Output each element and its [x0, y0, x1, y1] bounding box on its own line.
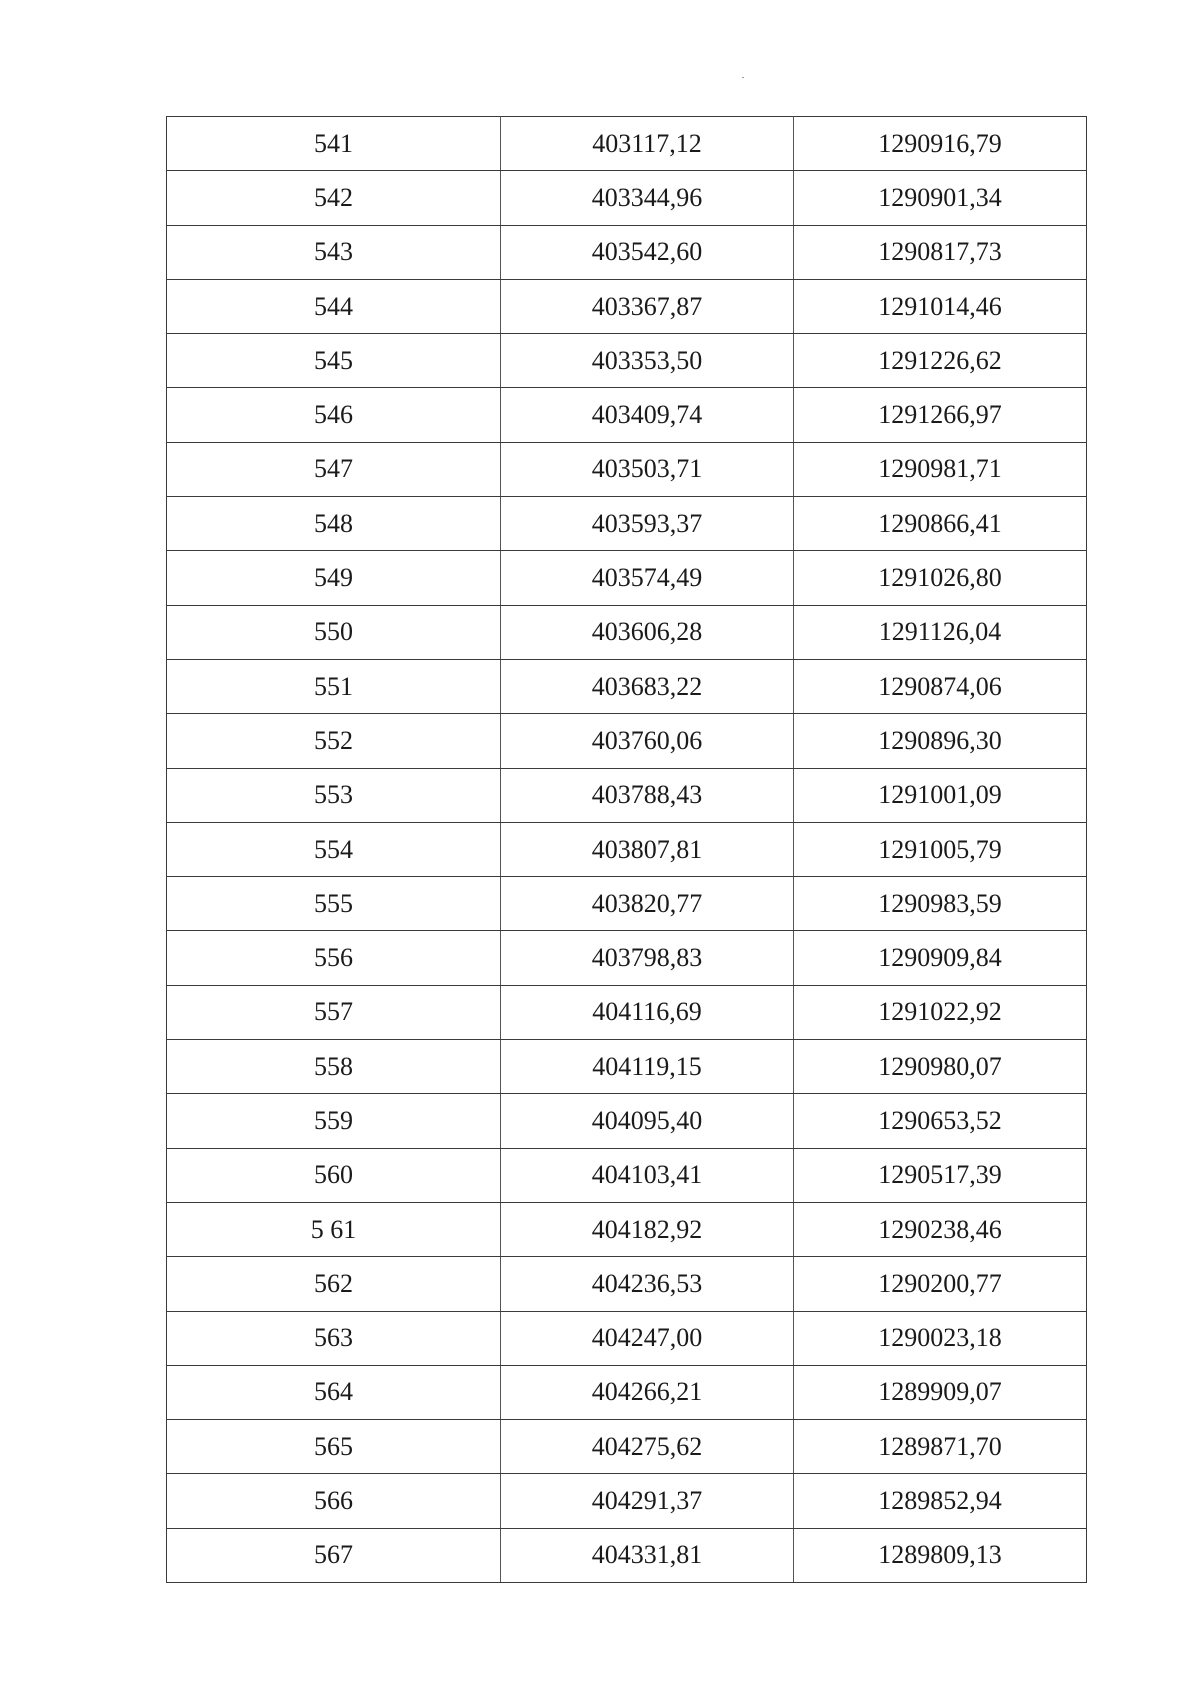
point-number-cell: 547 [167, 442, 501, 496]
y-coordinate-cell: 1290981,71 [794, 442, 1087, 496]
point-number-cell: 566 [167, 1474, 501, 1528]
y-coordinate-cell: 1290901,34 [794, 171, 1087, 225]
table-row [167, 1365, 1087, 1419]
point-number-cell: 556 [167, 931, 501, 985]
point-number-cell: 542 [167, 171, 501, 225]
table-row [167, 334, 1087, 388]
point-number-cell: 558 [167, 1040, 501, 1094]
y-coordinate-cell: 1290866,41 [794, 497, 1087, 551]
point-number-cell: 567 [167, 1528, 501, 1582]
y-coordinate-cell: 1290980,07 [794, 1040, 1087, 1094]
x-coordinate-cell: 403503,71 [501, 442, 794, 496]
coordinates-table-body [167, 117, 1087, 1583]
point-number-cell: 546 [167, 388, 501, 442]
y-coordinate-cell: 1291126,04 [794, 605, 1087, 659]
point-number-cell: 562 [167, 1257, 501, 1311]
table-row [167, 388, 1087, 442]
y-coordinate-cell: 1290023,18 [794, 1311, 1087, 1365]
x-coordinate-cell: 403353,50 [501, 334, 794, 388]
table-row [167, 1257, 1087, 1311]
table-row [167, 117, 1087, 171]
point-number-cell: 551 [167, 659, 501, 713]
point-number-cell: 543 [167, 225, 501, 279]
y-coordinate-cell: 1291014,46 [794, 279, 1087, 333]
y-coordinate-cell: 1290517,39 [794, 1148, 1087, 1202]
x-coordinate-cell: 404119,15 [501, 1040, 794, 1094]
y-coordinate-cell: 1291005,79 [794, 822, 1087, 876]
y-coordinate-cell: 1290200,77 [794, 1257, 1087, 1311]
x-coordinate-cell: 404266,21 [501, 1365, 794, 1419]
y-coordinate-cell: 1290896,30 [794, 714, 1087, 768]
table-row [167, 497, 1087, 551]
point-number-cell: 550 [167, 605, 501, 659]
table-row [167, 1040, 1087, 1094]
y-coordinate-cell: 1291266,97 [794, 388, 1087, 442]
table-row [167, 1202, 1087, 1256]
x-coordinate-cell: 404275,62 [501, 1420, 794, 1474]
table-row [167, 442, 1087, 496]
point-number-cell: 541 [167, 117, 501, 171]
y-coordinate-cell: 1289852,94 [794, 1474, 1087, 1528]
table-row [167, 659, 1087, 713]
table-row [167, 877, 1087, 931]
x-coordinate-cell: 403606,28 [501, 605, 794, 659]
x-coordinate-cell: 403760,06 [501, 714, 794, 768]
y-coordinate-cell: 1291022,92 [794, 985, 1087, 1039]
table-row [167, 605, 1087, 659]
x-coordinate-cell: 403820,77 [501, 877, 794, 931]
point-number-cell: 563 [167, 1311, 501, 1365]
x-coordinate-cell: 403798,83 [501, 931, 794, 985]
y-coordinate-cell: 1290909,84 [794, 931, 1087, 985]
table-row [167, 171, 1087, 225]
y-coordinate-cell: 1291026,80 [794, 551, 1087, 605]
y-coordinate-cell: 1289909,07 [794, 1365, 1087, 1419]
x-coordinate-cell: 404331,81 [501, 1528, 794, 1582]
y-coordinate-cell: 1289809,13 [794, 1528, 1087, 1582]
table-row [167, 985, 1087, 1039]
point-number-cell: 5 61 [167, 1202, 501, 1256]
table-row [167, 279, 1087, 333]
y-coordinate-cell: 1290916,79 [794, 117, 1087, 171]
x-coordinate-cell: 403574,49 [501, 551, 794, 605]
x-coordinate-cell: 403788,43 [501, 768, 794, 822]
point-number-cell: 559 [167, 1094, 501, 1148]
table-row [167, 551, 1087, 605]
x-coordinate-cell: 404182,92 [501, 1202, 794, 1256]
point-number-cell: 552 [167, 714, 501, 768]
table-row [167, 1094, 1087, 1148]
point-number-cell: 544 [167, 279, 501, 333]
x-coordinate-cell: 403344,96 [501, 171, 794, 225]
point-number-cell: 565 [167, 1420, 501, 1474]
table-row [167, 225, 1087, 279]
point-number-cell: 564 [167, 1365, 501, 1419]
table-row [167, 822, 1087, 876]
table-row [167, 1311, 1087, 1365]
point-number-cell: 557 [167, 985, 501, 1039]
table-row [167, 1528, 1087, 1582]
x-coordinate-cell: 403807,81 [501, 822, 794, 876]
table-row [167, 768, 1087, 822]
y-coordinate-cell: 1290653,52 [794, 1094, 1087, 1148]
y-coordinate-cell: 1291226,62 [794, 334, 1087, 388]
point-number-cell: 549 [167, 551, 501, 605]
x-coordinate-cell: 404103,41 [501, 1148, 794, 1202]
coordinates-table [166, 116, 1087, 1583]
table-row [167, 1420, 1087, 1474]
x-coordinate-cell: 403593,37 [501, 497, 794, 551]
table-row [167, 1474, 1087, 1528]
point-number-cell: 554 [167, 822, 501, 876]
table-row [167, 931, 1087, 985]
x-coordinate-cell: 403542,60 [501, 225, 794, 279]
scan-speck [742, 77, 744, 78]
table-row [167, 1148, 1087, 1202]
x-coordinate-cell: 403117,12 [501, 117, 794, 171]
table-row [167, 714, 1087, 768]
x-coordinate-cell: 404236,53 [501, 1257, 794, 1311]
point-number-cell: 560 [167, 1148, 501, 1202]
x-coordinate-cell: 404095,40 [501, 1094, 794, 1148]
y-coordinate-cell: 1290874,06 [794, 659, 1087, 713]
y-coordinate-cell: 1291001,09 [794, 768, 1087, 822]
x-coordinate-cell: 404247,00 [501, 1311, 794, 1365]
point-number-cell: 553 [167, 768, 501, 822]
point-number-cell: 555 [167, 877, 501, 931]
y-coordinate-cell: 1290983,59 [794, 877, 1087, 931]
x-coordinate-cell: 404291,37 [501, 1474, 794, 1528]
point-number-cell: 548 [167, 497, 501, 551]
y-coordinate-cell: 1290817,73 [794, 225, 1087, 279]
x-coordinate-cell: 404116,69 [501, 985, 794, 1039]
y-coordinate-cell: 1289871,70 [794, 1420, 1087, 1474]
x-coordinate-cell: 403367,87 [501, 279, 794, 333]
x-coordinate-cell: 403409,74 [501, 388, 794, 442]
x-coordinate-cell: 403683,22 [501, 659, 794, 713]
y-coordinate-cell: 1290238,46 [794, 1202, 1087, 1256]
point-number-cell: 545 [167, 334, 501, 388]
